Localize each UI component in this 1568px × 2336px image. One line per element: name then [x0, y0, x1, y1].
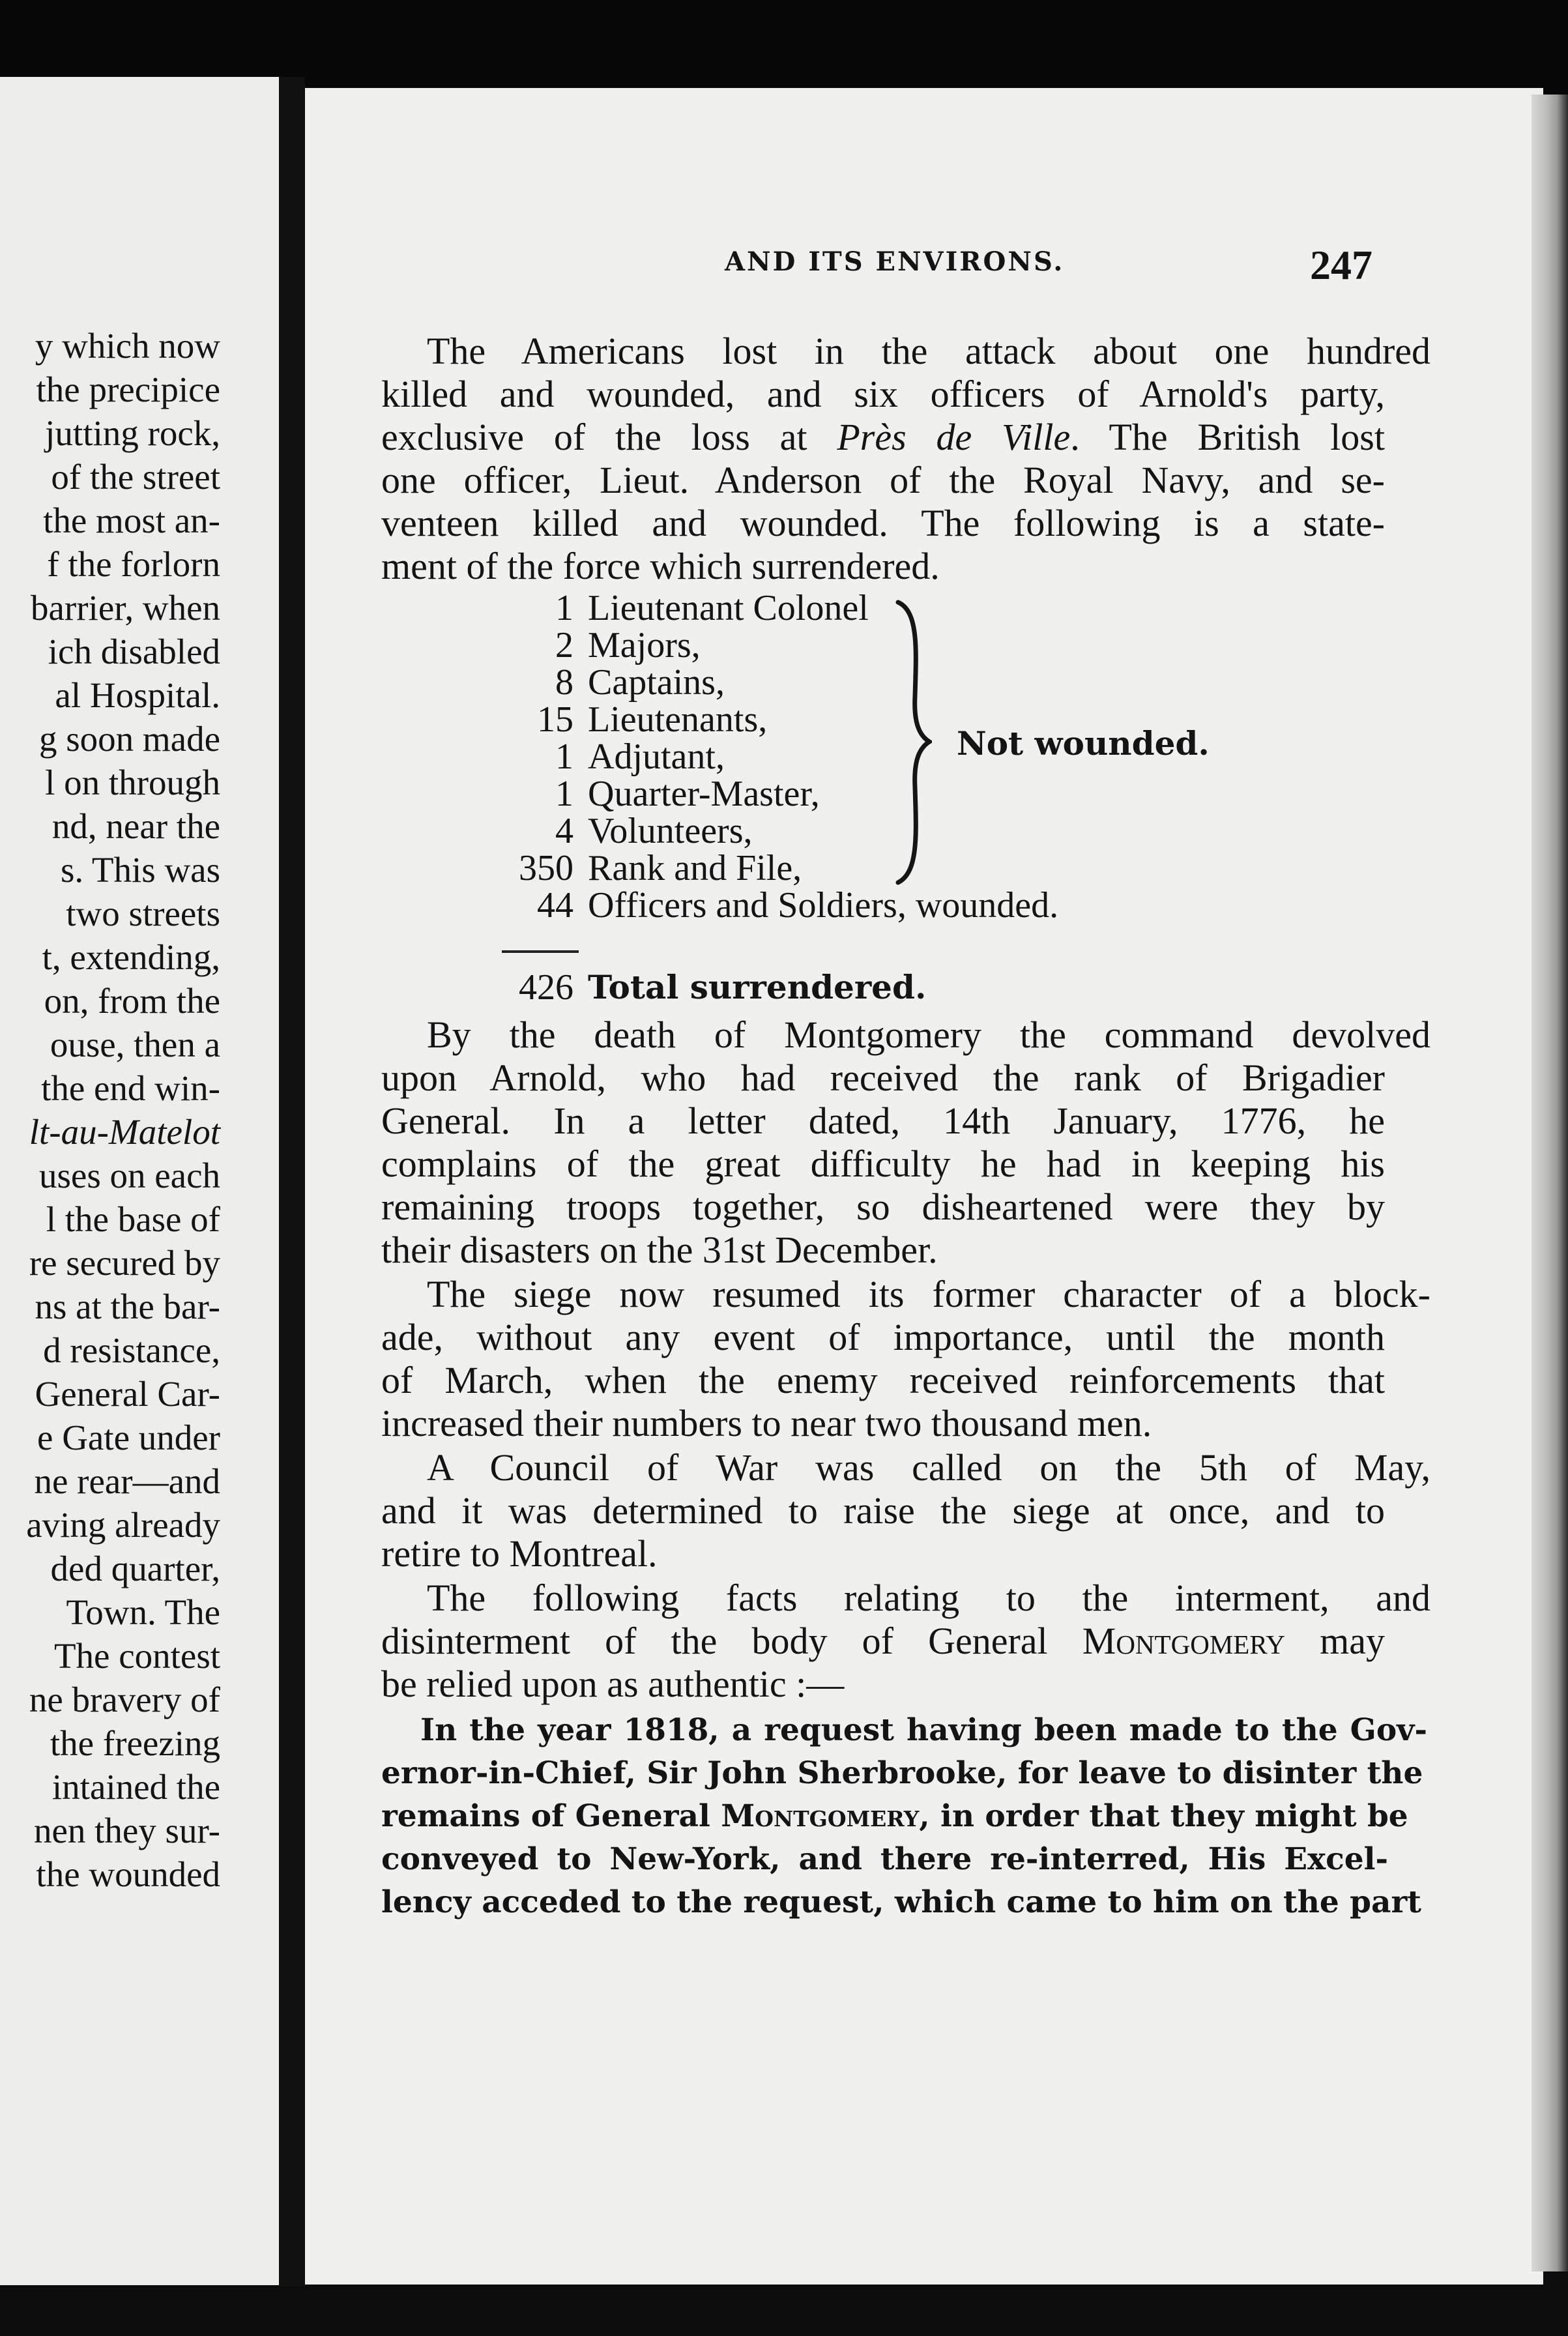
left-line: ne rear—and	[34, 1461, 220, 1501]
left-line: s. This was	[61, 850, 220, 890]
text-line: killed and wounded, and six officers of Arnold's party,	[381, 373, 1385, 415]
text-line: and it was determined to raise the siege at once, and to	[381, 1489, 1385, 1532]
left-line: General Car-	[35, 1374, 220, 1414]
text-line: lency acceded to the request, which came to him on the part	[381, 1884, 1421, 1920]
text-line	[381, 1620, 1385, 1663]
left-line: on, from the	[44, 981, 220, 1021]
rank-label: Rank and File,	[588, 848, 802, 888]
count: 15	[537, 699, 573, 740]
left-line: uses on each	[39, 1156, 220, 1195]
text-line: their disasters on the 31st December.	[381, 1229, 938, 1271]
count: 1	[555, 737, 573, 777]
total-row	[378, 969, 1225, 1008]
left-line: Town. The	[66, 1592, 220, 1632]
text-line	[381, 416, 1385, 459]
left-line: the wounded	[36, 1854, 220, 1894]
rank-label: Lieutenants,	[588, 699, 768, 740]
left-line: ne bravery of	[29, 1680, 220, 1719]
left-line: ouse, then a	[50, 1025, 220, 1064]
running-title: AND ITS ENVIRONS.	[725, 246, 1065, 277]
rank-label: Lieutenant Colonel	[588, 588, 869, 628]
left-line: nd, near the	[51, 806, 220, 846]
text-span: disinterment of the body of General	[381, 1620, 1082, 1662]
sum-rule	[502, 950, 579, 953]
left-line: the precipice	[36, 370, 220, 409]
text-line: increased their numbers to near two thousand men.	[381, 1402, 1152, 1444]
count: 8	[555, 662, 573, 703]
text-line: ade, without any event of importance, until the month	[381, 1316, 1385, 1358]
left-facing-page	[0, 77, 279, 2285]
rank-label: Captains,	[588, 662, 725, 703]
name-smallcaps: Montgomery	[1082, 1620, 1286, 1662]
rank-label: Officers and Soldiers, wounded.	[588, 885, 1059, 926]
book-gutter	[279, 77, 305, 2286]
page-edge	[1532, 95, 1568, 2271]
text-line: retire to Montreal.	[381, 1532, 658, 1575]
text-span: remains of General	[381, 1798, 721, 1834]
count: 1	[555, 774, 573, 814]
brace-note: Not wounded.	[957, 724, 1210, 763]
left-line: nen they sur-	[33, 1811, 220, 1850]
count: 2	[555, 625, 573, 665]
left-line: ded quarter,	[50, 1549, 220, 1588]
left-line: intained the	[51, 1767, 220, 1807]
text-line: venteen killed and wounded. The following is a state-	[381, 502, 1385, 544]
left-line: l on through	[45, 763, 220, 802]
left-line: ns at the bar-	[35, 1287, 220, 1326]
rank-label: Volunteers,	[588, 811, 753, 851]
text-line: By the death of Montgomery the command devolved	[427, 1014, 1430, 1056]
left-line: the end win-	[41, 1068, 220, 1108]
text-line: A Council of War was called on the 5th of May,	[427, 1446, 1430, 1489]
count: 44	[537, 885, 573, 926]
text-line: In the year 1818, a request having been made to the Gov-	[420, 1712, 1427, 1748]
left-line: f the forlorn	[47, 544, 220, 584]
text-line: be relied upon as authentic :—	[381, 1663, 845, 1705]
left-line: e Gate under	[37, 1418, 220, 1457]
left-line: y which now	[35, 326, 220, 366]
curly-brace-icon	[893, 598, 932, 885]
text-line: General. In a letter dated, 14th January, 1776, he	[381, 1100, 1385, 1142]
left-line: barrier, when	[31, 588, 220, 628]
page-number: 247	[1310, 242, 1372, 288]
text-span: may	[1285, 1620, 1386, 1662]
left-line: lt-au-Matelot	[29, 1112, 220, 1152]
left-line: of the street	[51, 457, 220, 497]
left-line: The contest	[53, 1636, 220, 1676]
place-name: Près de Ville	[837, 416, 1071, 458]
left-line: re secured by	[29, 1243, 220, 1283]
rank-label: Quarter-Master,	[588, 774, 820, 814]
left-line: two streets	[66, 894, 220, 933]
rank-label: Majors,	[588, 625, 701, 665]
left-line: t, extending,	[42, 937, 220, 977]
count: 350	[519, 848, 573, 888]
text-line: The following facts relating to the interment, and	[427, 1577, 1430, 1619]
left-line: al Hospital.	[55, 675, 220, 715]
total-label: Total surrendered.	[588, 968, 927, 1006]
left-line: the most an-	[43, 501, 220, 540]
text-line	[381, 1795, 1408, 1838]
text-line: ernor-in-Chief, Sir John Sherbrooke, for leave to disinter the	[381, 1755, 1423, 1791]
text-line: The Americans lost in the attack about one hundred	[427, 330, 1430, 372]
text-span: , in order that they might be	[919, 1798, 1408, 1834]
left-line: d resistance,	[43, 1330, 220, 1370]
rank-label: Adjutant,	[588, 737, 725, 777]
text-span: . The British lost	[1070, 416, 1385, 458]
text-line: remaining troops together, so disheartened were they by	[381, 1186, 1385, 1228]
left-line: ich disabled	[48, 632, 220, 671]
surrender-table	[378, 590, 1225, 955]
left-line: aving already	[26, 1505, 220, 1545]
text-line: complains of the great difficulty he had in keeping his	[381, 1143, 1385, 1185]
name-smallcaps: Montgomery	[721, 1798, 920, 1834]
text-line: of March, when the enemy received reinforcements that	[381, 1359, 1385, 1401]
left-line: jutting rock,	[45, 413, 220, 453]
total-count: 426	[519, 967, 573, 1008]
count: 1	[555, 588, 573, 628]
text-line: one officer, Lieut. Anderson of the Royal Navy, and se-	[381, 459, 1385, 501]
count: 4	[555, 811, 573, 851]
left-line: the freezing	[50, 1723, 220, 1763]
left-line: l the base of	[46, 1199, 220, 1239]
text-line: The siege now resumed its former character of a block-	[427, 1273, 1430, 1315]
left-line: g soon made	[38, 719, 220, 759]
text-line: upon Arnold, who had received the rank of Brigadier	[381, 1057, 1385, 1099]
text-line: conveyed to New-York, and there re-interred, His Excel-	[381, 1841, 1388, 1877]
text-line: ment of the force which surrendered.	[381, 545, 940, 587]
text-span: exclusive of the loss at	[381, 416, 837, 458]
